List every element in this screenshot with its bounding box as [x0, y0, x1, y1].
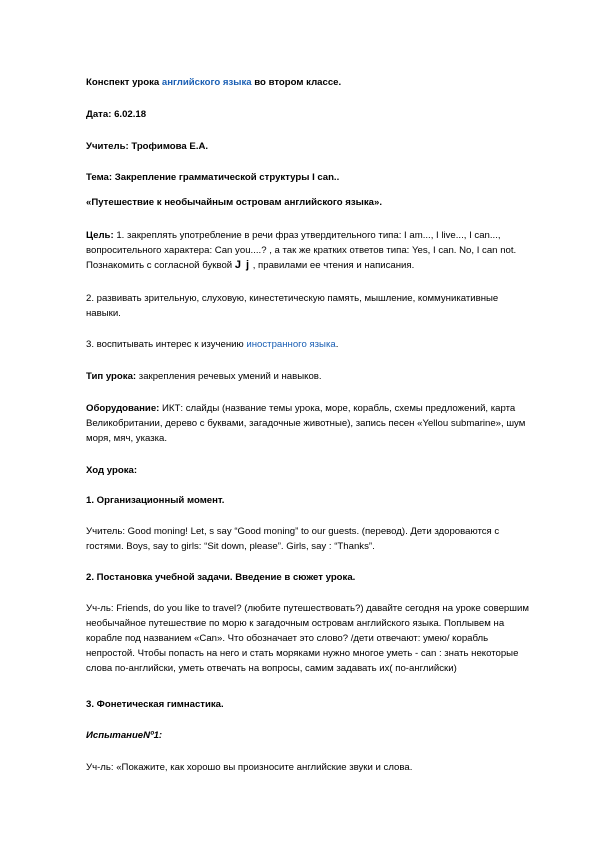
- goal-line: Познакомить с согласной буквой: [86, 260, 235, 271]
- goal-line: вопросительного характера: Can you....? , а так же кратких ответов типа: Yes, I can. No, I can not.: [86, 245, 517, 256]
- section-1-paragraph: [86, 524, 536, 554]
- goal-label: Цель:: [86, 230, 114, 241]
- lesson-type-text: закрепления речевых умений и навыков.: [136, 371, 322, 382]
- title-text: Конспект урока: [86, 77, 162, 88]
- goal-2-line: 2. развивать зрительную, слуховую, кинестетическую память, мышление, коммуникативные: [86, 293, 499, 304]
- goal-2-paragraph: [86, 291, 536, 321]
- equipment-line: Великобритании, дерево с буквами, загадочные животные), запись песен «Yellou submarine», шум: [86, 418, 526, 429]
- teacher-name: Учитель: Трофимова Е.А.: [86, 141, 209, 152]
- equipment-line: моря, мяч, указка.: [86, 433, 168, 444]
- section-1-line: Учитель: Good moning! Let, s say “Good moning” to our guests. (перевод). Дети здороваются с: [86, 526, 500, 537]
- lesson-type: [86, 369, 536, 384]
- lesson-course-heading: Ход урока:: [86, 465, 138, 476]
- foreign-language-link[interactable]: иностранного языка: [246, 339, 336, 350]
- lesson-topic: Тема: Закрепление грамматической структуры I can..: [86, 172, 340, 183]
- title-link[interactable]: английского языка: [161, 77, 252, 88]
- section-2-heading: 2. Постановка учебной задачи. Введение в сюжет урока.: [86, 572, 356, 583]
- lesson-type-label: Тип урока:: [86, 371, 137, 382]
- goal-3-text-end: .: [335, 339, 339, 350]
- goal-3-paragraph: [86, 337, 536, 352]
- goal-line-end: , правилами ее чтения и написания.: [250, 260, 415, 271]
- title-text-end: во втором классе.: [251, 77, 342, 88]
- lesson-date: Дата: 6.02.18: [86, 109, 147, 120]
- section-2-line: необычайное путешествие по морю к загадочным островам английского языка. Поплывем на: [86, 618, 505, 629]
- section-1-line: гостями. Boys, say to girls: “Sit down, please”. Girls, say : “Thanks”.: [86, 541, 375, 552]
- goal-line: 1. закреплять употребление в речи фраз утвердительного типа: I am..., I live..., I can...,: [113, 230, 501, 241]
- lesson-subtitle: «Путешествие к необычайным островам английского языка».: [86, 197, 382, 208]
- document-title: [86, 75, 536, 90]
- section-2-line: корабле под названием «Can». Что обозначает это слово? /дети отвечают: умею/ корабль: [86, 633, 489, 644]
- section-2-line: Уч-ль: Friends, do you like to travel? (любите путешествовать?) давайте сегодня на уроке совершим: [86, 603, 529, 614]
- goal-3-text: 3. воспитывать интерес к изучению: [86, 339, 247, 350]
- section-2-line: непростой. Чтобы попасть на него и стать моряками нужно многое уметь - can : знать некоторые: [86, 648, 519, 659]
- goal-paragraph: [86, 228, 536, 273]
- section-3-line: Уч-ль: «Покажите, как хорошо вы произносите английские звуки и слова.: [86, 762, 413, 773]
- section-2-line: слова по-английски, уметь отвечать на вопросы, самим задавать их( по-английски): [86, 663, 457, 674]
- goal-2-line: навыки.: [86, 308, 121, 319]
- equipment-label: Оборудование:: [86, 403, 160, 414]
- letter-j: J j: [234, 259, 251, 271]
- section-2-paragraph: [86, 601, 536, 676]
- section-1-heading: 1. Организационный момент.: [86, 495, 225, 506]
- equipment-paragraph: [86, 401, 536, 446]
- test-1-heading: ИспытаниеNº1:: [86, 730, 163, 741]
- equipment-line: ИКТ: слайды (название темы урока, море, корабль, схемы предложений, карта: [159, 403, 516, 414]
- section-3-heading: 3. Фонетическая гимнастика.: [86, 699, 224, 710]
